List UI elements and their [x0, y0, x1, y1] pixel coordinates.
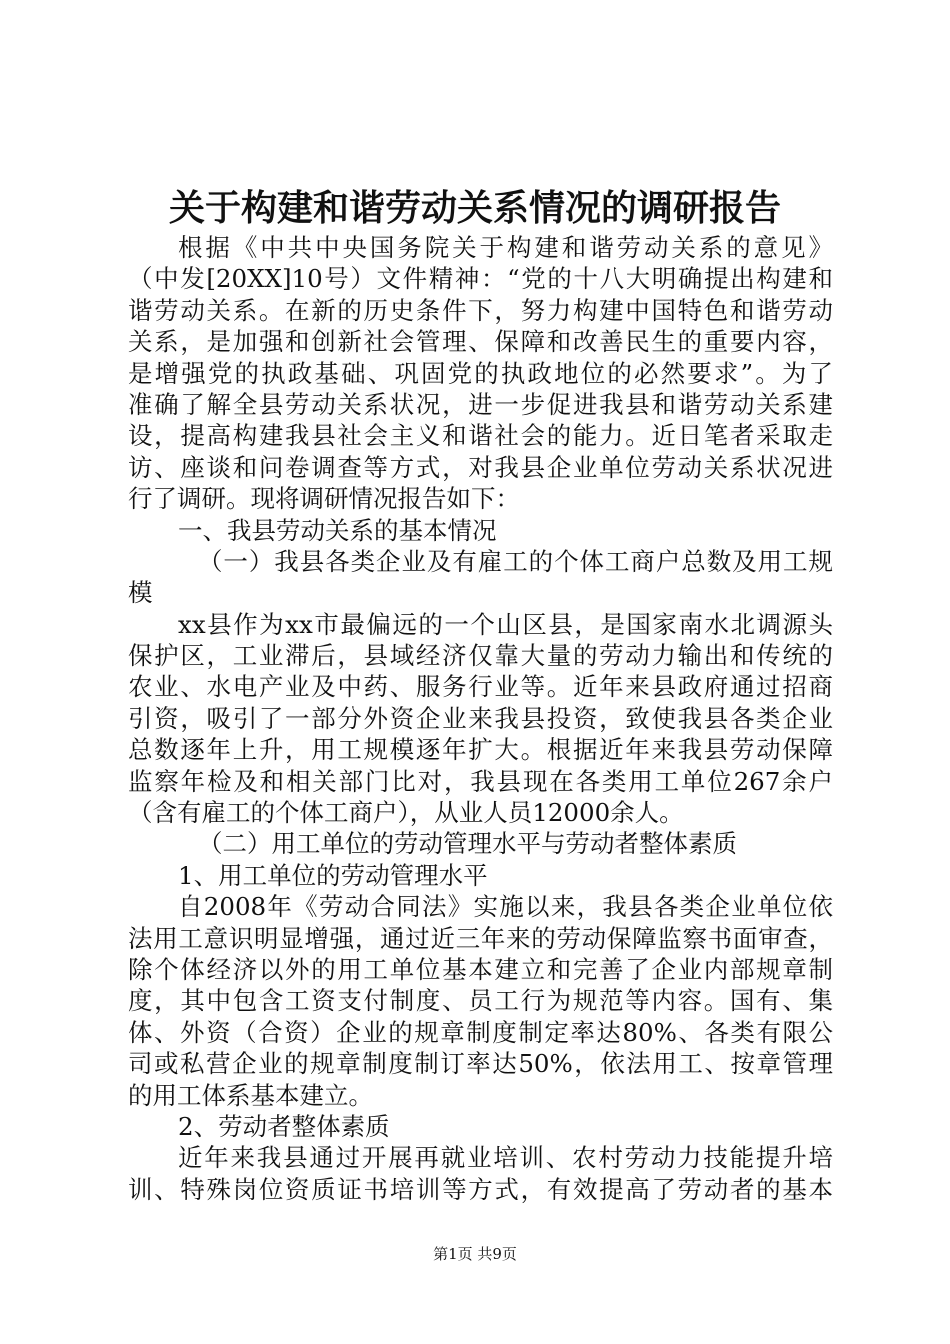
item-heading: 1、用工单位的劳动管理水平	[178, 860, 488, 890]
paragraph-line: 关系，是加强和创新社会管理、保障和改善民生的重要内容，	[128, 327, 833, 357]
item-heading: 2、劳动者整体素质	[178, 1111, 390, 1141]
subsection-heading: （一）我县各类企业及有雇工的个体工商户总数及用工规	[198, 546, 833, 576]
paragraph-line: 近年来我县通过开展再就业培训、农村劳动力技能提升培	[178, 1143, 833, 1173]
paragraph-line: 访、座谈和问卷调查等方式，对我县企业单位劳动关系状况进	[128, 452, 833, 482]
paragraph-line: 准确了解全县劳动关系状况，进一步促进我县和谐劳动关系建	[128, 389, 833, 419]
paragraph-line: 度，其中包含工资支付制度、员工行为规范等内容。国有、集	[128, 986, 833, 1016]
page-footer: 第1页 共9页	[433, 1245, 517, 1263]
paragraph-line: 除个体经济以外的用工单位基本建立和完善了企业内部规章制	[128, 954, 833, 984]
paragraph-line: 谐劳动关系。在新的历史条件下，努力构建中国特色和谐劳动	[128, 295, 833, 325]
paragraph-line: 总数逐年上升，用工规模逐年扩大。根据近年来我县劳动保障	[128, 735, 833, 765]
paragraph-line: xx县作为xx市最偏远的一个山区县，是国家南水北调源头	[178, 609, 833, 639]
paragraph-line: （中发[20XX]10号）文件精神：“党的十八大明确提出构建和	[128, 264, 833, 294]
document-body	[128, 232, 833, 1205]
paragraph-line: 体、外资（合资）企业的规章制度制定率达80%、各类有限公	[128, 1017, 833, 1047]
paragraph-line: 自2008年《劳动合同法》实施以来，我县各类企业单位依	[178, 892, 833, 922]
paragraph-line: （含有雇工的个体工商户），从业人员12000余人。	[128, 798, 684, 828]
paragraph-line: 的用工体系基本建立。	[128, 1080, 373, 1110]
document-title: 关于构建和谐劳动关系情况的调研报告	[168, 187, 781, 229]
subsection-heading: 模	[128, 578, 153, 608]
paragraph-line: 保护区，工业滞后，县域经济仅靠大量的劳动力输出和传统的	[128, 641, 833, 671]
subsection-heading: （二）用工单位的劳动管理水平与劳动者整体素质	[198, 829, 737, 859]
paragraph-line: 设，提高构建我县社会主义和谐社会的能力。近日笔者采取走	[128, 421, 833, 451]
paragraph-line: 行了调研。现将调研情况报告如下：	[128, 484, 520, 514]
paragraph-line: 监察年检及和相关部门比对，我县现在各类用工单位267余户	[128, 766, 833, 796]
paragraph-line: 根据《中共中央国务院关于构建和谐劳动关系的意见》	[178, 233, 833, 262]
paragraph-line: 是增强党的执政基础、巩固党的执政地位的必然要求”。为了	[128, 358, 833, 388]
paragraph-line: 法用工意识明显增强，通过近三年来的劳动保障监察书面审查，	[128, 923, 833, 953]
section-heading: 一、我县劳动关系的基本情况	[178, 515, 497, 545]
paragraph-line: 农业、水电产业及中药、服务行业等。近年来县政府通过招商	[128, 672, 833, 702]
paragraph-line: 训、特殊岗位资质证书培训等方式，有效提高了劳动者的基本	[128, 1174, 833, 1204]
paragraph-line: 司或私营企业的规章制度制订率达50%，依法用工、按章管理	[128, 1049, 833, 1079]
paragraph-line: 引资，吸引了一部分外资企业来我县投资，致使我县各类企业	[128, 703, 833, 733]
